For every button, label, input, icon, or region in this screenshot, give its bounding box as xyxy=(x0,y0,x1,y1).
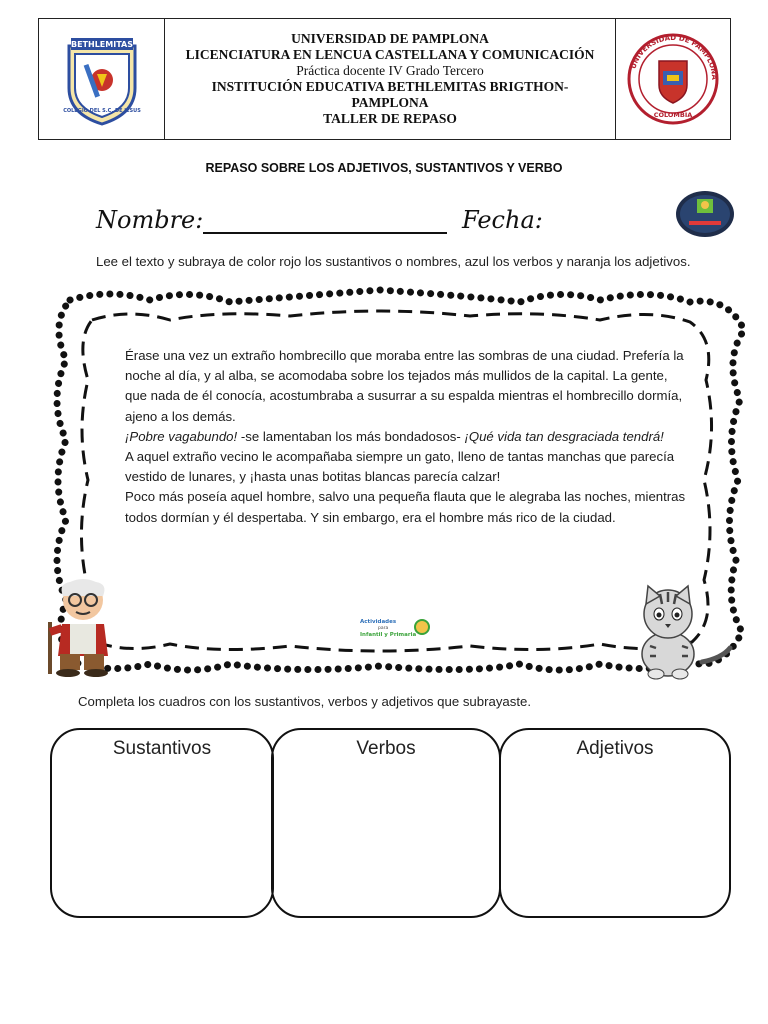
name-label: Nombre: xyxy=(96,206,204,234)
story-exclamation-b: ¡Qué vida tan desgraciada tendrá! xyxy=(464,428,664,444)
instructions-text: Lee el texto y subraya de color rojo los sustantivos o nombres, azul los verbos y naranja los adjetivos. xyxy=(96,254,691,269)
adjectives-box[interactable] xyxy=(499,728,731,918)
story-narration: -se lamentaban los más bondadosos- xyxy=(237,428,465,444)
institution-line1: INSTITUCIÓN EDUCATIVA BETHLEMITAS BRIGTHON- xyxy=(211,79,569,94)
logo-left-top-text: BETHLEMITAS xyxy=(70,40,133,49)
story-paragraph-4: Poco más poseía aquel hombre, salvo una pequeña flauta que le alegraba las noches, mientras todos dormían y él despertaba. Y sin embargo, era el hombre más rico de la ciudad. xyxy=(125,489,686,525)
verbs-box-title: Verbos xyxy=(356,738,416,759)
logo-left-bottom-text: COLEGIO DEL S.C. DE JESUS xyxy=(62,108,141,114)
logo-right-bottom-text: COLOMBIA xyxy=(653,111,693,119)
cat-illustration xyxy=(626,584,736,680)
activities-logo xyxy=(356,616,432,638)
workshop-label: TALLER DE REPASO xyxy=(323,111,457,126)
verbs-box[interactable] xyxy=(271,728,501,918)
complete-instructions: Completa los cuadros con los sustantivos, verbos y adjetivos que subrayaste. xyxy=(78,694,532,709)
logo-right-ring-text: UNIVERSIDAD DE PAMPLONA xyxy=(629,33,719,81)
mini-logo-line2: para xyxy=(378,626,389,631)
nouns-box-title: Sustantivos xyxy=(112,738,212,759)
date-label: Fecha: xyxy=(462,206,543,234)
adjectives-box-title: Adjetivos xyxy=(576,738,654,759)
story-paragraph-1: Érase una vez un extraño hombrecillo que moraba entre las sombras de una ciudad. Prefería la noche al día, y al alba, se acomodaba sobre los tejados más mullidos de la capital. La gente, que nada de él conocía, acostumbraba a susurrar a su espalda mientras el hombrecillo dormía, ajeno a los demás. xyxy=(125,348,684,424)
university-name: UNIVERSIDAD DE PAMPLONA xyxy=(291,31,489,46)
program-name: LICENCIATURA EN LENCUA CASTELLANA Y COMUNICACIÓN xyxy=(185,47,595,62)
mini-logo-line1: Actividades xyxy=(360,619,397,625)
story-paragraph-2 xyxy=(125,427,693,447)
nouns-box[interactable] xyxy=(50,728,274,918)
mini-logo-line3: Infantil y Primaria xyxy=(360,632,417,638)
story-paragraph-3: A aquel extraño vecino le acompañaba siempre un gato, lleno de tantas manchas que parecía vestido de lunares, y ¡hasta unas botitas blancas parecía calzar! xyxy=(125,449,675,485)
story-text xyxy=(125,346,693,528)
review-title: REPASO SOBRE LOS ADJETIVOS, SUSTANTIVOS Y VERBO xyxy=(205,161,563,175)
practice-label: Práctica docente IV Grado Tercero xyxy=(296,63,484,78)
old-man-illustration xyxy=(40,576,126,678)
story-exclamation-a: ¡Pobre vagabundo! xyxy=(125,428,238,444)
institution-line2: PAMPLONA xyxy=(351,95,429,110)
